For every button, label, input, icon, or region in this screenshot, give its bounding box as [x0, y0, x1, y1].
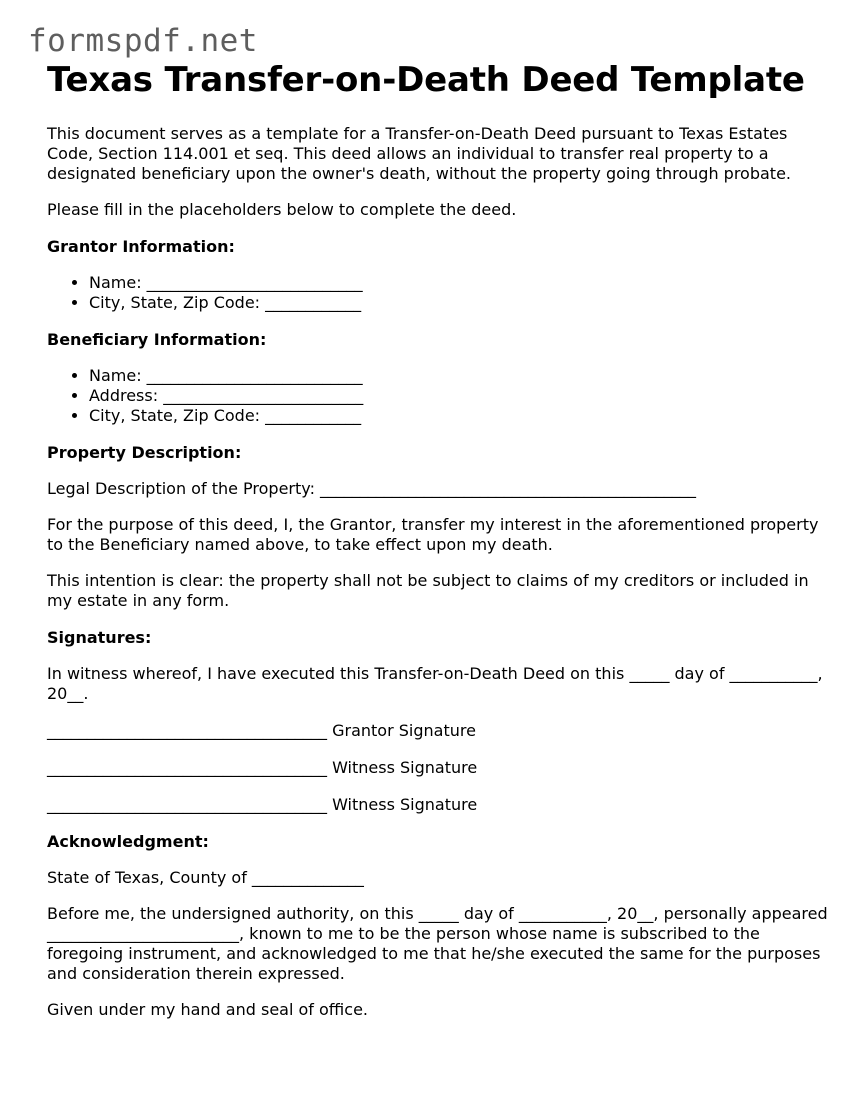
intro-paragraph: This document serves as a template for a Transfer-on-Death Deed pursuant to Texas Estates Code, Section 114.001 et seq. This deed allows an individual to transfer real property to a designated beneficiary upon the owner's death, without the property going through probate. — [47, 124, 792, 183]
witness-signature-line-2: ___________________________________ Witness Signature — [47, 795, 478, 814]
beneficiary-list — [47, 366, 837, 426]
document-page — [47, 60, 837, 1020]
grantor-name-field: • Name: ___________________________ — [89, 273, 837, 293]
instructions-paragraph: Please fill in the placeholders below to complete the deed. — [47, 200, 517, 219]
beneficiary-name-field: • Name: ___________________________ — [89, 366, 837, 386]
signatures-heading: Signatures: — [47, 628, 152, 647]
intention-paragraph: This intention is clear: the property shall not be subject to claims of my creditors or included in my estate in any form. — [47, 571, 809, 610]
grantor-city-state-zip-field: • City, State, Zip Code: ____________ — [89, 293, 837, 313]
purpose-paragraph: For the purpose of this deed, I, the Grantor, transfer my interest in the aforementioned property to the Beneficiary named above, to take effect upon my death. — [47, 515, 819, 554]
watermark-text: formspdf.net — [28, 23, 258, 59]
property-heading: Property Description: — [47, 443, 242, 462]
beneficiary-city-state-zip-field: • City, State, Zip Code: ____________ — [89, 406, 837, 426]
state-county-field: State of Texas, County of ______________ — [47, 868, 364, 887]
witness-whereof-paragraph: In witness whereof, I have executed this Transfer-on-Death Deed on this _____ day of ___________, 20__. — [47, 664, 823, 703]
beneficiary-address-field: • Address: _________________________ — [89, 386, 837, 406]
beneficiary-heading: Beneficiary Information: — [47, 330, 267, 349]
closing-paragraph: Given under my hand and seal of office. — [47, 1000, 368, 1019]
grantor-heading: Grantor Information: — [47, 237, 235, 256]
acknowledgment-paragraph: Before me, the undersigned authority, on this _____ day of ___________, 20__, personally appeared ________________________, known to me to be the person whose name is subscribed to the foregoing instrument, and acknowledged to me that he/she executed the same for the purposes and consideration therein expressed. — [47, 904, 828, 983]
grantor-signature-line: ___________________________________ Grantor Signature — [47, 721, 476, 740]
witness-signature-line-1: ___________________________________ Witness Signature — [47, 758, 478, 777]
grantor-list — [47, 273, 837, 313]
acknowledgment-heading: Acknowledgment: — [47, 832, 209, 851]
page-title: Texas Transfer-on-Death Deed Template — [47, 60, 805, 100]
legal-description-field: Legal Description of the Property: _______________________________________________ — [47, 479, 697, 498]
